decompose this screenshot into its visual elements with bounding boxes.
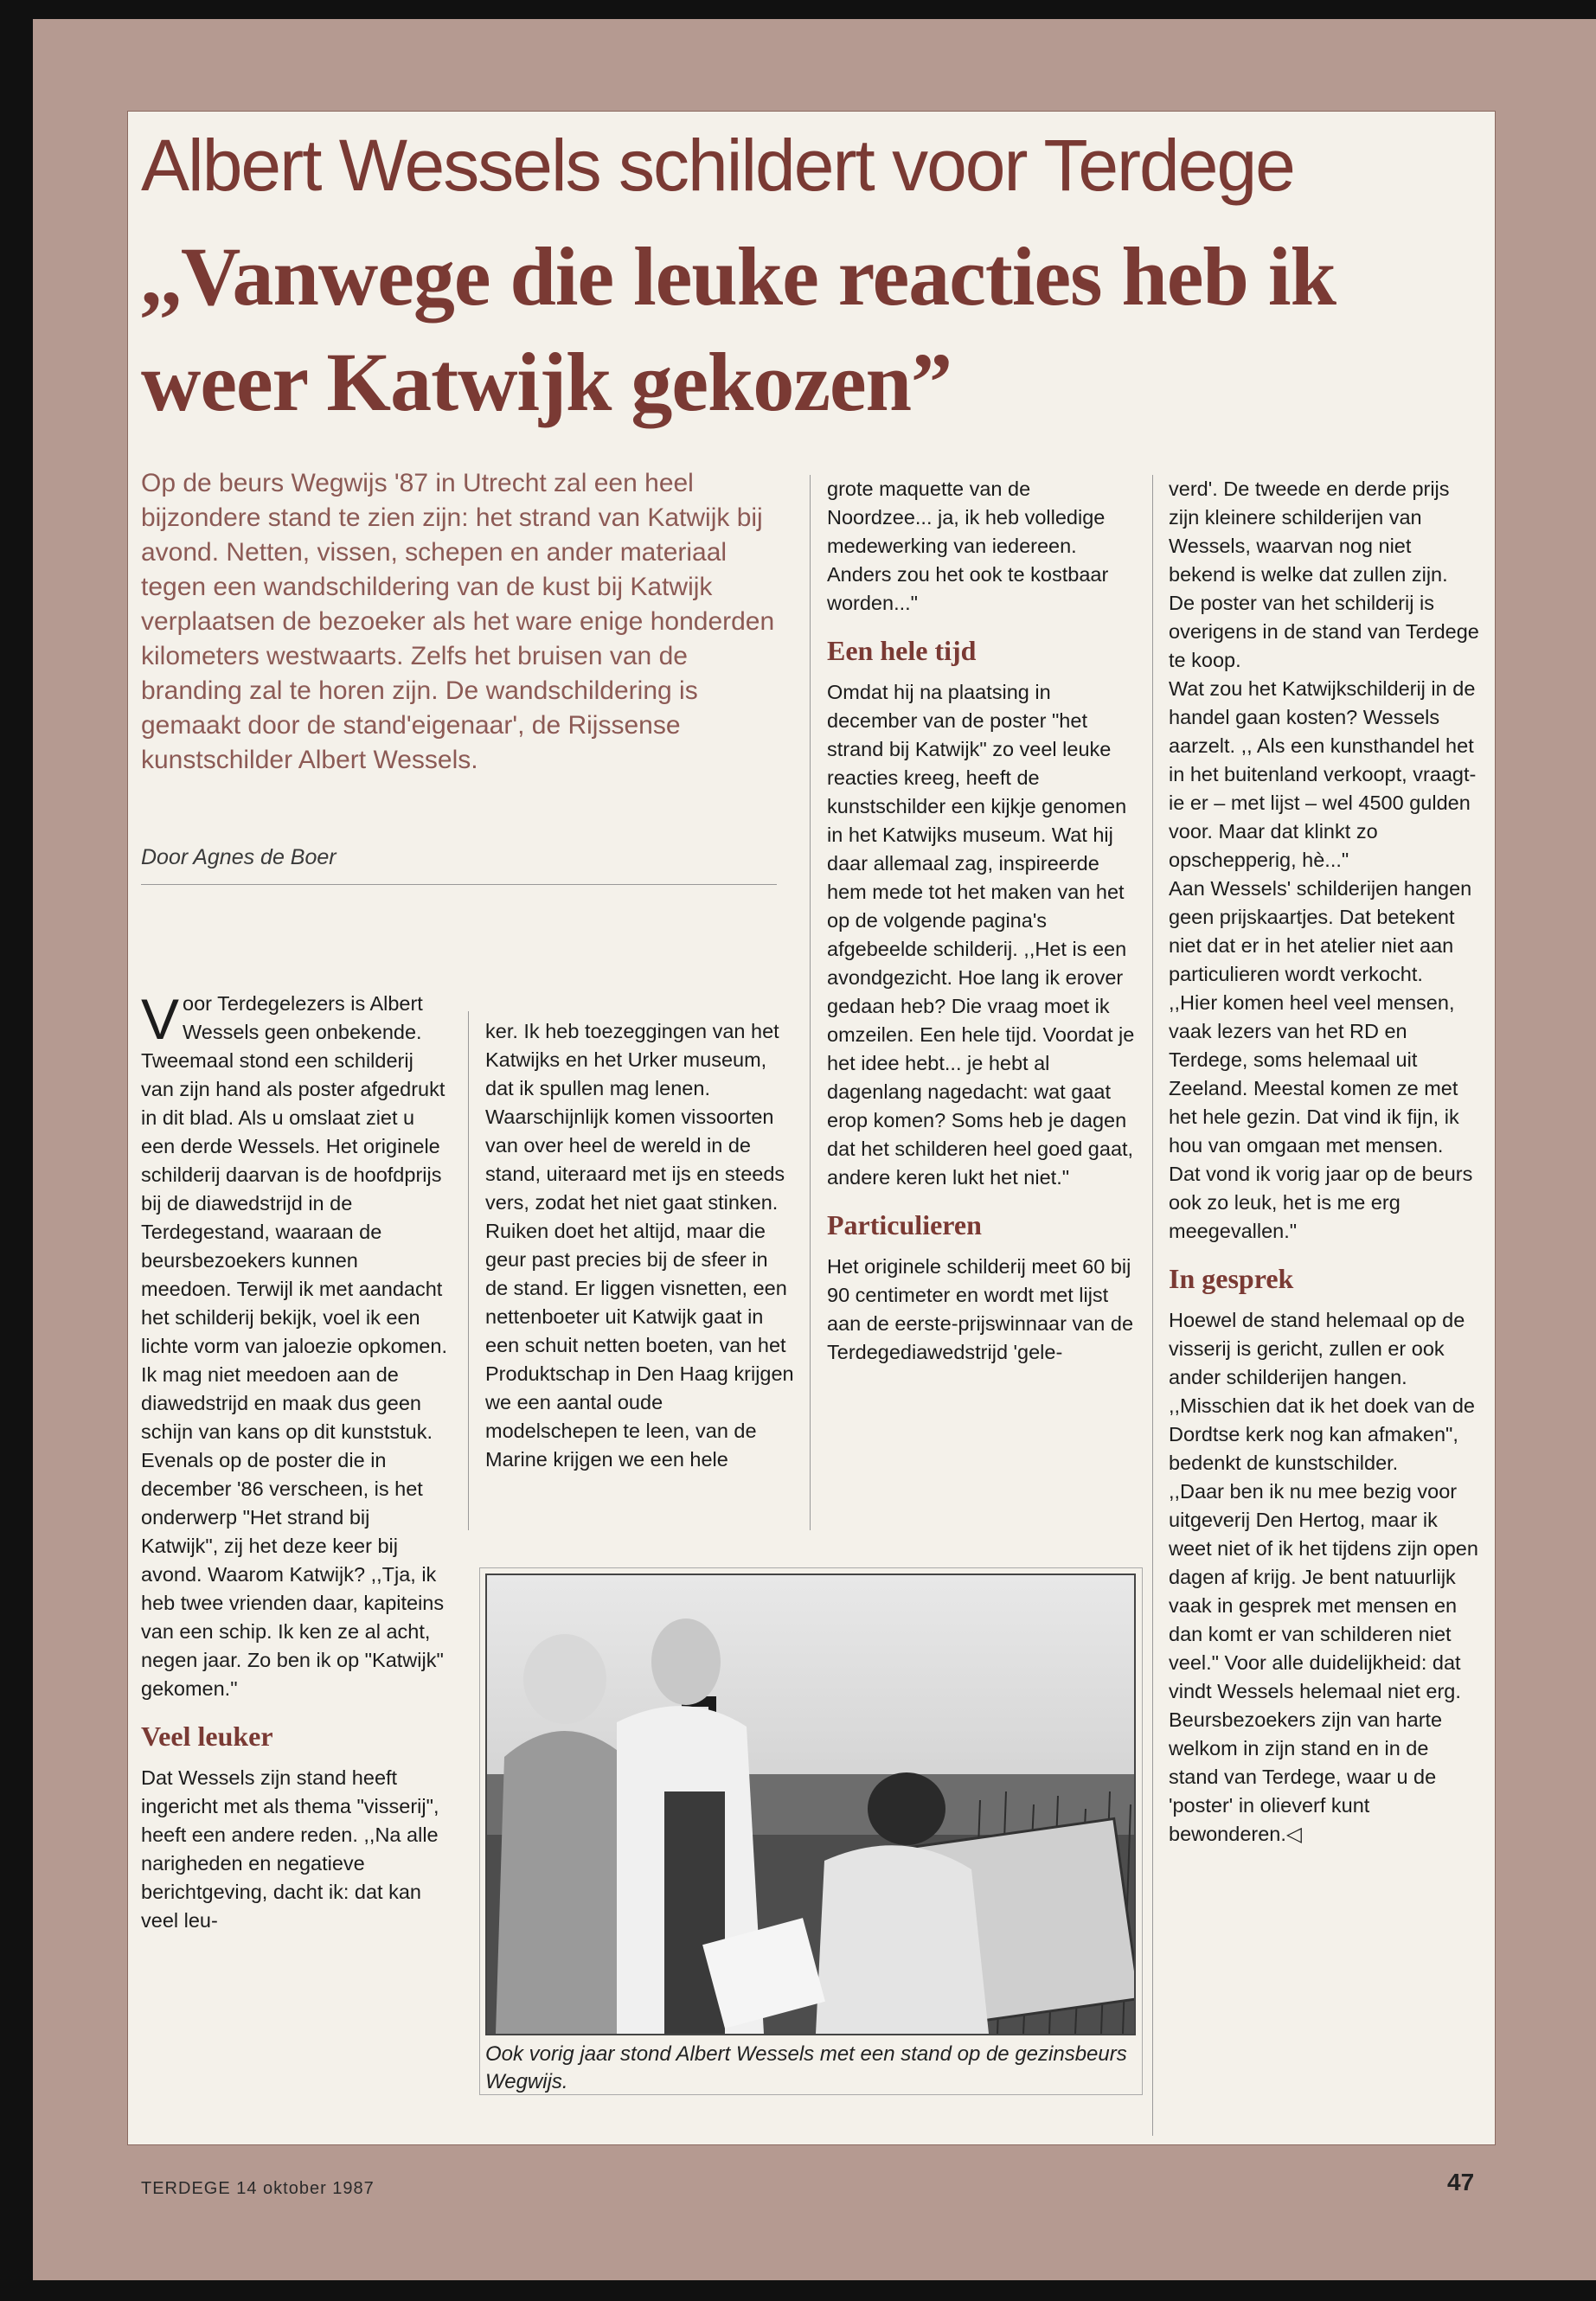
scan-edge-top [0, 0, 1596, 19]
col4-paragraph-5: ,,Hier komen heel veel mensen, vaak lezers van het RD en Terdege, soms helemaal uit Zeeland. Meestal komen ze met het hele gezin. Dat vind ik fijn, ik hou van omgaan met mensen. Dat vond ik vorig jaar op de beurs ook zo leuk, het is me erg meegevallen." [1169, 991, 1473, 1242]
column-3 [827, 475, 1137, 1367]
col1-paragraph-1: Voor Terdegelezers is Albert Wessels geen onbekende. Tweemaal stond een schilderij van zijn hand als poster afgedrukt in dit blad. Als u omslaat ziet u een derde Wessels. Het originele schilderij daarvan is de hoofdprijs bij de diawedstrijd in de Terdegestand, waaraan de beursbezoekers kunnen meedoen. Terwijl ik met aandacht het schilderij bekijk, voel ik een lichte vorm van jaloezie opkomen. Ik mag niet meedoen aan de diawedstrijd en maak dus geen schijn van kans op dit kunststuk. [141, 987, 447, 1443]
intro-divider [141, 884, 777, 885]
photo-illustration [487, 1575, 1134, 2034]
end-mark-icon: ◁ [1285, 1823, 1302, 1845]
col1-paragraph-2: Evenals op de poster die in december '86 verscheen, is het onderwerp "Het strand bij Katwijk", zij het deze keer bij avond. Waarom Katwijk? ,,Tja, ik heb twee vrienden daar, kapiteins van een schip. Ik ken ze al acht, negen jaar. Zo ben ik op "Katwijk" gekomen." [141, 1449, 445, 1700]
column-2 [485, 1017, 795, 1474]
column-1 [141, 987, 451, 1935]
subheading-particulieren: Particulieren [827, 1209, 982, 1240]
col4-paragraph-3: Wat zou het Katwijkschilderij in de handel gaan kosten? Wessels aarzelt. ,, Als een kunsthandel het in het buitenland verkoopt, vraagt-ie er – met lijst – wel 4500 gulden voor. Maar dat klinkt zo opschepperig, hè..." [1169, 677, 1477, 871]
article-headline: ,,Vanwege die leuke reacties heb ik weer Katwijk gekozen” [141, 230, 1336, 428]
col1-paragraph-3: Dat Wessels zijn stand heeft ingericht met als thema "visserij", heeft een andere reden. ,,Na alle narigheden en negatieve berichtgeving, dacht ik: dat kan veel leu- [141, 1766, 439, 1932]
col4-paragraph-6: Hoewel de stand helemaal op de visserij is gericht, zullen er ook ander schilderijen hangen. ,,Misschien dat ik het doek van de Dordtse kerk nog kan afmaken", bedenkt de kunstschilder. [1169, 1309, 1476, 1474]
subheading-veel-leuker: Veel leuker [141, 1721, 273, 1752]
col3-paragraph-2: Omdat hij na plaatsing in december van de poster "het strand bij Katwijk" zo veel leuke reacties kreeg, heeft de kunstschilder een kijkje genomen in het Katwijks museum. Wat hij daar allemaal zag, inspireerde hem mede tot het maken van het op de volgende pagina's afgebeelde schilderij. ,,Het is een avondgezicht. Hoe lang ik erover gedaan heb? Die vraag moet ik omzeilen. Een hele tijd. Voordat je het idee hebt... je hebt al dagenlang nagedacht: wat gaat erop komen? Soms heb je dagen dat het schilderen heel goed gaat, andere keren lukt het niet." [827, 681, 1135, 1189]
col4-paragraph-7: ,,Daar ben ik nu mee bezig voor uitgeverij Den Hertog, maar ik weet niet of ik het tijdens zijn open dagen af krijg. Je bent natuurlijk vaak in gesprek met mensen en dan komt er van schilderen niet veel." Voor alle duidelijkheid: dat vindt Wessels helemaal niet erg. Beursbezoekers zijn van harte welkom in zijn stand en in de stand van Terdege, waar u de 'poster' in olieverf kunt bewonderen.◁ [1169, 1480, 1478, 1845]
column-rule-3 [1152, 475, 1153, 2136]
drop-cap: V [141, 987, 180, 1051]
footer-magazine: TERDEGE 14 oktober 1987 [141, 2179, 375, 2198]
col4-paragraph-4: Aan Wessels' schilderijen hangen geen prijskaartjes. Dat betekent niet dat er in het atelier niet aan particulieren wordt verkocht. [1169, 877, 1472, 985]
photo-caption: Ook vorig jaar stond Albert Wessels met een stand op de gezinsbeurs Wegwijs. [485, 2042, 1127, 2093]
byline: Door Agnes de Boer [141, 845, 337, 869]
column-rule-1 [468, 1011, 469, 1530]
article-intro: Op de beurs Wegwijs '87 in Utrecht zal een heel bijzondere stand te zien zijn: het strand van Katwijk bij avond. Netten, vissen, schepen en ander materiaal tegen een wandschildering van de kust bij Katwijk verplaatsen de bezoeker als het ware enige honderden kilometers westwaarts. Zelfs het bruisen van de branding zal te horen zijn. De wandschildering is gemaakt door de stand'eigenaar', de Rijssense kunstschilder Albert Wessels. [141, 469, 775, 774]
col3-paragraph-1: grote maquette van de Noordzee... ja, ik heb volledige medewerking van iedereen. Anders zou het ook te kostbaar worden..." [827, 478, 1109, 614]
scan-edge-left [0, 0, 33, 2301]
col3-paragraph-3: Het originele schilderij meet 60 bij 90 centimeter en wordt met lijst aan de eerste-prijswinnaar van de Terdegediawedstrijd 'gele- [827, 1255, 1134, 1363]
article-page [127, 111, 1496, 2198]
col4-paragraph-2: De poster van het schilderij is overigens in de stand van Terdege te koop. [1169, 592, 1479, 671]
subheading-een-hele-tijd: Een hele tijd [827, 635, 977, 666]
column-rule-2 [810, 475, 811, 1530]
article-kicker: Albert Wessels schildert voor Terdege [141, 125, 1294, 206]
col2-paragraph-1: ker. Ik heb toezeggingen van het Katwijks en het Urker museum, dat ik spullen mag lenen. Waarschijnlijk komen vissoorten van over heel de wereld in de stand, uiteraard met ijs en steeds vers, zodat het niet gaat stinken. Ruiken doet het altijd, maar die geur past precies bij de sfeer in de stand. Er liggen visnetten, een nettenboeter uit Katwijk gaat in een schuit netten boeten, van het Produktschap in Den Haag krijgen we een aantal oude modelschepen te leen, van de Marine krijgen we een hele [485, 1020, 794, 1471]
scan-edge-bottom [0, 2280, 1596, 2301]
photo-painter-with-visitors [485, 1574, 1136, 2035]
col4-paragraph-1: verd'. De tweede en derde prijs zijn kleinere schilderijen van Wessels, waarvan nog niet bekend is welke dat zullen zijn. [1169, 478, 1450, 586]
column-4 [1169, 475, 1480, 1849]
subheading-in-gesprek: In gesprek [1169, 1263, 1294, 1294]
page-number: 47 [1447, 2169, 1475, 2195]
